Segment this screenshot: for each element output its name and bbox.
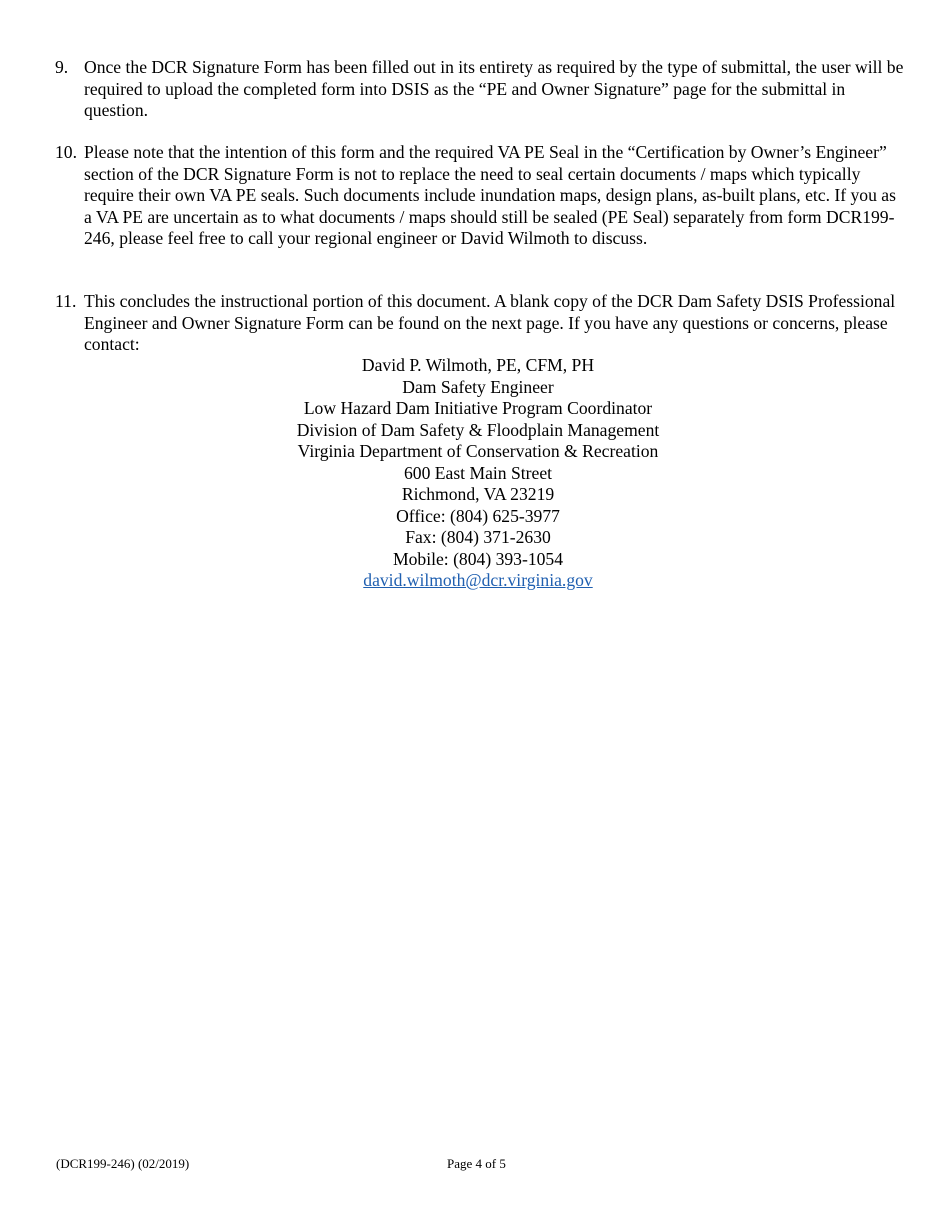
- contact-role: Low Hazard Dam Initiative Program Coordinator: [303, 398, 653, 418]
- contact-fax: Fax: (804) 371-2630: [405, 527, 551, 547]
- list-item-number: 11.: [55, 291, 77, 311]
- contact-office-phone: Office: (804) 625-3977: [396, 505, 560, 526]
- contact-mobile: Mobile: (804) 393-1054: [392, 548, 564, 569]
- list-item-text: Once the DCR Signature Form has been filled out in its entirety as required by the type of submittal, the user will be required to upload the completed form into DSIS as the “PE and Owner Signature” page for the submittal in question.: [84, 57, 904, 120]
- contact-name: David P. Wilmoth, PE, CFM, PH: [361, 355, 595, 375]
- contact-city: Richmond, VA 23219: [401, 484, 555, 504]
- list-item-9: [55, 57, 905, 122]
- contact-division: Division of Dam Safety & Floodplain Management: [296, 419, 660, 440]
- contact-street: 600 East Main Street: [403, 462, 553, 483]
- contact-block: [0, 355, 950, 592]
- list-item-number: 10.: [55, 142, 77, 162]
- footer-form-id: (DCR199-246) (02/2019): [56, 1156, 190, 1171]
- contact-email-link[interactable]: david.wilmoth@dcr.virginia.gov: [363, 570, 593, 590]
- list-item-text: Please note that the intention of this form and the required VA PE Seal in the “Certification by Owner’s Engineer” section of the DCR Signature Form is not to replace the need to seal certain documents / maps which typically require their own VA PE seals. Such documents include inundation maps, design plans, as-built plans, etc. If you as a VA PE are uncertain as to what documents / maps should still be sealed (PE Seal) separately from form DCR199-246, please feel free to call your regional engineer or David Wilmoth to discuss.: [84, 142, 896, 248]
- list-item-number: 9.: [55, 57, 69, 77]
- contact-department: Virginia Department of Conservation & Recreation: [297, 441, 659, 461]
- footer-page-number: Page 4 of 5: [447, 1156, 506, 1171]
- list-item-10: [55, 142, 905, 250]
- list-item-text: This concludes the instructional portion of this document. A blank copy of the DCR Dam Safety DSIS Professional Engineer and Owner Signature Form can be found on the next page. If you have any questions or concerns, please contact:: [84, 291, 896, 354]
- list-item-11: [55, 291, 905, 356]
- contact-title: Dam Safety Engineer: [402, 376, 554, 397]
